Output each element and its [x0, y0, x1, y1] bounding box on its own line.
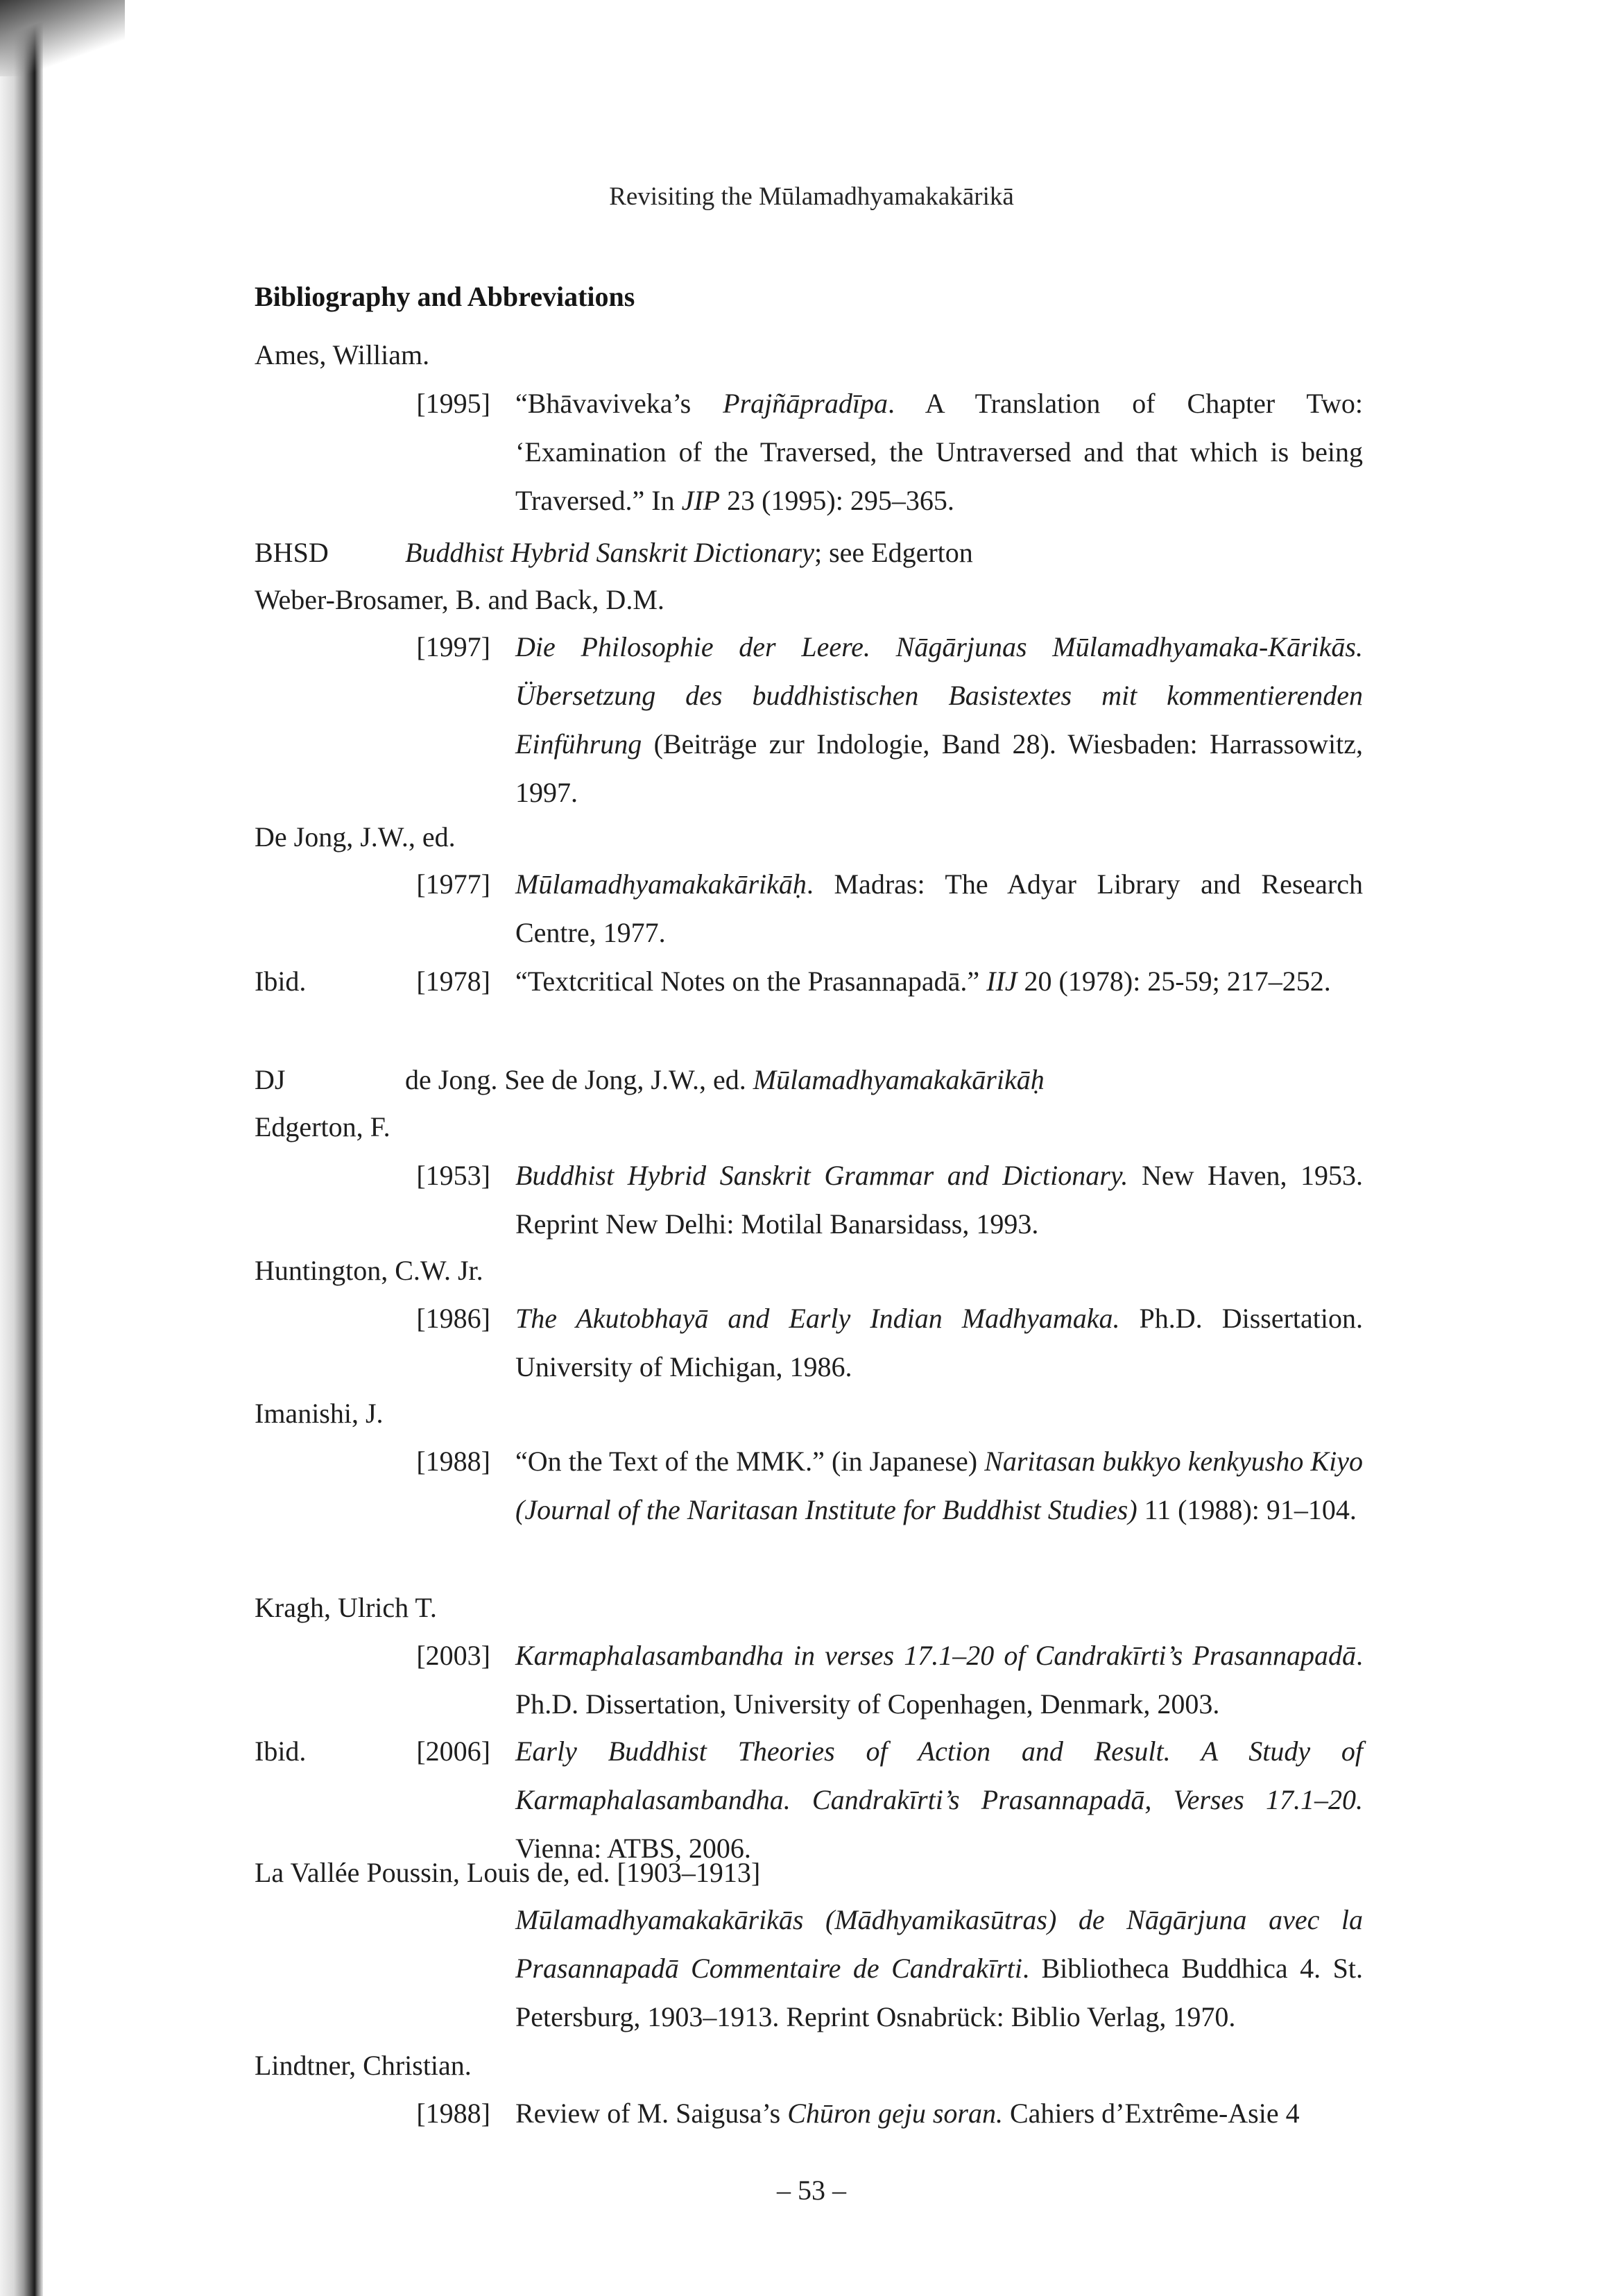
bib-entry-imanishi: “On the Text of the MMK.” (in Japanese) Naritasan bukkyo kenkyusho Kiyo (Journal of the Naritasan Institute for Buddhist Studies) 11 (1988): 91–104. [515, 1446, 1364, 1525]
bib-entry-weber-brosamer: Die Philosophie der Leere. Nāgārjunas Mūlamadhyamaka-Kārikās. Übersetzung des buddhistischen Basistextes mit kommentierenden Einführung (Beiträge zur Indologie, Band 28). Wiesbaden: Harrassowitz, 1997. [515, 631, 1363, 808]
bib-entry-la-vallee-poussin: Mūlamadhyamakakārikās (Mādhyamikasūtras) de Nāgārjuna avec la Prasannapadā Commentaire de Candrakīrti. Bibliotheca Buddhica 4. St. Petersburg, 1903–1913. Reprint Osnabrück: Biblio Verlag, 1970. [515, 1904, 1364, 2032]
abbr-label-bhsd: BHSD [255, 537, 329, 568]
bib-entry-lindtner: Review of M. Saigusa’s Chūron geju soran. Cahiers d’Extrême-Asie 4 [515, 2098, 1300, 2129]
bib-author-kragh: Kragh, Ulrich T. [255, 1592, 437, 1623]
bib-entry-edgerton: Buddhist Hybrid Sanskrit Grammar and Dictionary. New Haven, 1953. Reprint New Delhi: Motilal Banarsidass, 1993. [515, 1160, 1364, 1240]
bib-year-huntington: [1986] [416, 1303, 490, 1334]
section-heading: Bibliography and Abbreviations [255, 281, 635, 312]
bib-year-weber-brosamer: [1997] [416, 631, 490, 662]
abbr-label-dj: DJ [255, 1064, 286, 1095]
bib-author-imanishi: Imanishi, J. [255, 1398, 384, 1429]
abbr-def-bhsd: Buddhist Hybrid Sanskrit Dictionary; see Edgerton [405, 537, 973, 568]
scanned-page-spine-shadow [0, 0, 43, 2296]
bib-author-weber-brosamer: Weber-Brosamer, B. and Back, D.M. [255, 584, 664, 615]
bib-entry-huntington: The Akutobhayā and Early Indian Madhyamaka. Ph.D. Dissertation. University of Michigan, 1986. [515, 1303, 1363, 1382]
bib-author-huntington: Huntington, C.W. Jr. [255, 1255, 483, 1286]
page-number: – 53 – [777, 2175, 846, 2206]
bib-year-de-jong-1977: [1977] [416, 868, 490, 900]
bib-year-edgerton: [1953] [416, 1160, 490, 1191]
bib-year-kragh-2003: [2003] [416, 1640, 490, 1671]
bib-entry-kragh-2003: Karmaphalasambandha in verses 17.1–20 of Candrakīrti’s Prasannapadā. Ph.D. Dissertation, University of Copenhagen, Denmark, 2003. [515, 1640, 1363, 1720]
bib-author-de-jong: De Jong, J.W., ed. [255, 821, 456, 853]
running-head: Revisiting the Mūlamadhyamakakārikā [609, 182, 1014, 211]
bib-author-la-vallee-poussin: La Vallée Poussin, Louis de, ed. [1903–1913] [255, 1857, 761, 1888]
bib-entry-ames: “Bhāvaviveka’s Prajñāpradīpa. A Translation of Chapter Two: ‘Examination of the Traversed, the Untraversed and that which is being Traversed.” In JIP 23 (1995): 295–365. [515, 388, 1363, 516]
bib-ibid-label: Ibid. [255, 966, 307, 997]
bib-author-ames: Ames, William. [255, 339, 430, 370]
bib-year-kragh-2006: [2006] [416, 1736, 490, 1767]
scan-corner-shadow [0, 0, 125, 76]
bib-year-lindtner: [1988] [416, 2098, 490, 2129]
bib-entry-kragh-2006: Early Buddhist Theories of Action and Result. A Study of Karmaphalasambandha. Candrakīrti’s Prasannapadā, Verses 17.1–20. Vienna: ATBS, 2006. [515, 1736, 1363, 1864]
bib-year-ames: [1995] [416, 388, 490, 419]
bib-author-lindtner: Lindtner, Christian. [255, 2050, 472, 2081]
abbr-def-dj: de Jong. See de Jong, J.W., ed. Mūlamadhyamakakārikāḥ [405, 1064, 1045, 1095]
bib-ibid-label: Ibid. [255, 1736, 307, 1767]
bib-entry-de-jong-1977: Mūlamadhyamakakārikāḥ. Madras: The Adyar Library and Research Centre, 1977. [515, 868, 1363, 948]
bib-author-edgerton: Edgerton, F. [255, 1111, 390, 1142]
bib-entry-de-jong-1978: “Textcritical Notes on the Prasannapadā.” IIJ 20 (1978): 25-59; 217–252. [515, 966, 1331, 997]
bib-year-imanishi: [1988] [416, 1446, 490, 1477]
bib-year-de-jong-1978: [1978] [416, 966, 490, 997]
